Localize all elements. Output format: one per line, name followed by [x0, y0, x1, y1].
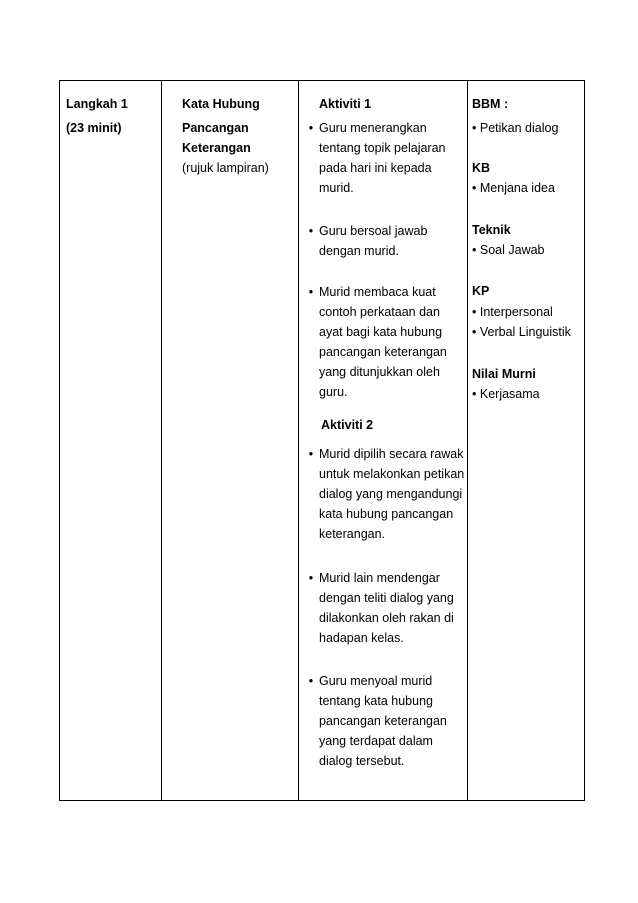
- bullet-line: Murid membaca kuat: [319, 285, 436, 299]
- bbm-item-text: Petikan dialog: [479, 121, 559, 135]
- column-resources: [467, 81, 584, 800]
- bullet-icon: •: [472, 181, 477, 195]
- bbm-heading: BBM :: [472, 97, 509, 111]
- activity-1-heading: Aktiviti 1: [319, 97, 372, 111]
- bullet-line: pada hari ini kepada: [319, 161, 432, 175]
- bullet-line: ayat bagi kata hubung: [319, 325, 443, 339]
- nilai-heading: Nilai Murni: [472, 367, 536, 381]
- bullet-line: yang terdapat dalam: [319, 734, 433, 748]
- bullet-icon: •: [308, 571, 314, 585]
- bullet-icon: •: [308, 447, 314, 461]
- content-title-line3: Keterangan: [182, 141, 251, 155]
- bullet-icon: •: [472, 325, 477, 339]
- bullet-line: dilakonkan oleh rakan di: [319, 611, 454, 625]
- content-title-line2: Pancangan: [182, 121, 249, 135]
- bullet-line: Guru menyoal murid: [319, 674, 433, 688]
- kp-item-text: Interpersonal: [479, 305, 553, 319]
- bullet-line: tentang kata hubung: [319, 694, 433, 708]
- bullet-line: Guru menerangkan: [319, 121, 427, 135]
- kb-item: [472, 181, 555, 196]
- kp-item-text: Verbal Linguistik: [479, 325, 571, 339]
- bullet-text: [319, 121, 445, 201]
- bullet-icon: •: [308, 121, 314, 135]
- bullet-line: Murid lain mendengar: [319, 571, 440, 585]
- teknik-item: [472, 243, 545, 258]
- kb-heading: KB: [472, 161, 491, 175]
- bullet-icon: •: [308, 674, 314, 688]
- bullet-line: dengan teliti dialog yang: [319, 591, 454, 605]
- bullet-text: [319, 674, 447, 774]
- bullet-line: murid.: [319, 181, 354, 195]
- bullet-line: tentang topik pelajaran: [319, 141, 446, 155]
- bullet-text: [319, 571, 454, 651]
- bullet-text: [319, 224, 427, 264]
- bullet-line: untuk melakonkan petikan: [319, 467, 465, 481]
- step-duration: (23 minit): [66, 121, 122, 135]
- nilai-item: [472, 387, 540, 402]
- bullet-icon: •: [472, 243, 477, 257]
- bullet-line: kata hubung pancangan: [319, 507, 454, 521]
- bullet-text: [319, 285, 447, 405]
- nilai-item-text: Kerjasama: [479, 387, 540, 401]
- column-langkah: [60, 81, 162, 800]
- kp-heading: KP: [472, 284, 490, 298]
- bullet-line: keterangan.: [319, 527, 386, 541]
- bullet-line: Murid dipilih secara rawak: [319, 447, 464, 461]
- bullet-line: Guru bersoal jawab: [319, 224, 428, 238]
- bullet-line: contoh perkataan dan: [319, 305, 440, 319]
- content-reference: (rujuk lampiran): [182, 161, 269, 175]
- kp-item: [472, 305, 553, 320]
- bullet-line: pancangan keterangan: [319, 345, 447, 359]
- bullet-line: dialog tersebut.: [319, 754, 405, 768]
- teknik-item-text: Soal Jawab: [479, 243, 545, 257]
- bullet-icon: •: [308, 285, 314, 299]
- lesson-plan-table: [59, 80, 585, 801]
- bullet-line: dialog yang mengandungi: [319, 487, 463, 501]
- column-content: [161, 81, 299, 800]
- bullet-icon: •: [472, 387, 477, 401]
- bullet-line: hadapan kelas.: [319, 631, 404, 645]
- bullet-line: dengan murid.: [319, 244, 399, 258]
- column-activities: [298, 81, 468, 800]
- teknik-heading: Teknik: [472, 223, 511, 237]
- bullet-icon: •: [472, 305, 477, 319]
- bullet-text: [319, 447, 464, 547]
- bbm-item: [472, 121, 558, 136]
- bullet-line: pancangan keterangan: [319, 714, 447, 728]
- bullet-line: yang ditunjukkan oleh: [319, 365, 440, 379]
- activity-2-heading: Aktiviti 2: [321, 418, 374, 432]
- content-title-line1: Kata Hubung: [182, 97, 260, 111]
- step-label: Langkah 1: [66, 97, 128, 111]
- bullet-line: guru.: [319, 385, 348, 399]
- bullet-icon: •: [308, 224, 314, 238]
- kp-item: [472, 325, 571, 340]
- bullet-icon: •: [472, 121, 477, 135]
- kb-item-text: Menjana idea: [479, 181, 555, 195]
